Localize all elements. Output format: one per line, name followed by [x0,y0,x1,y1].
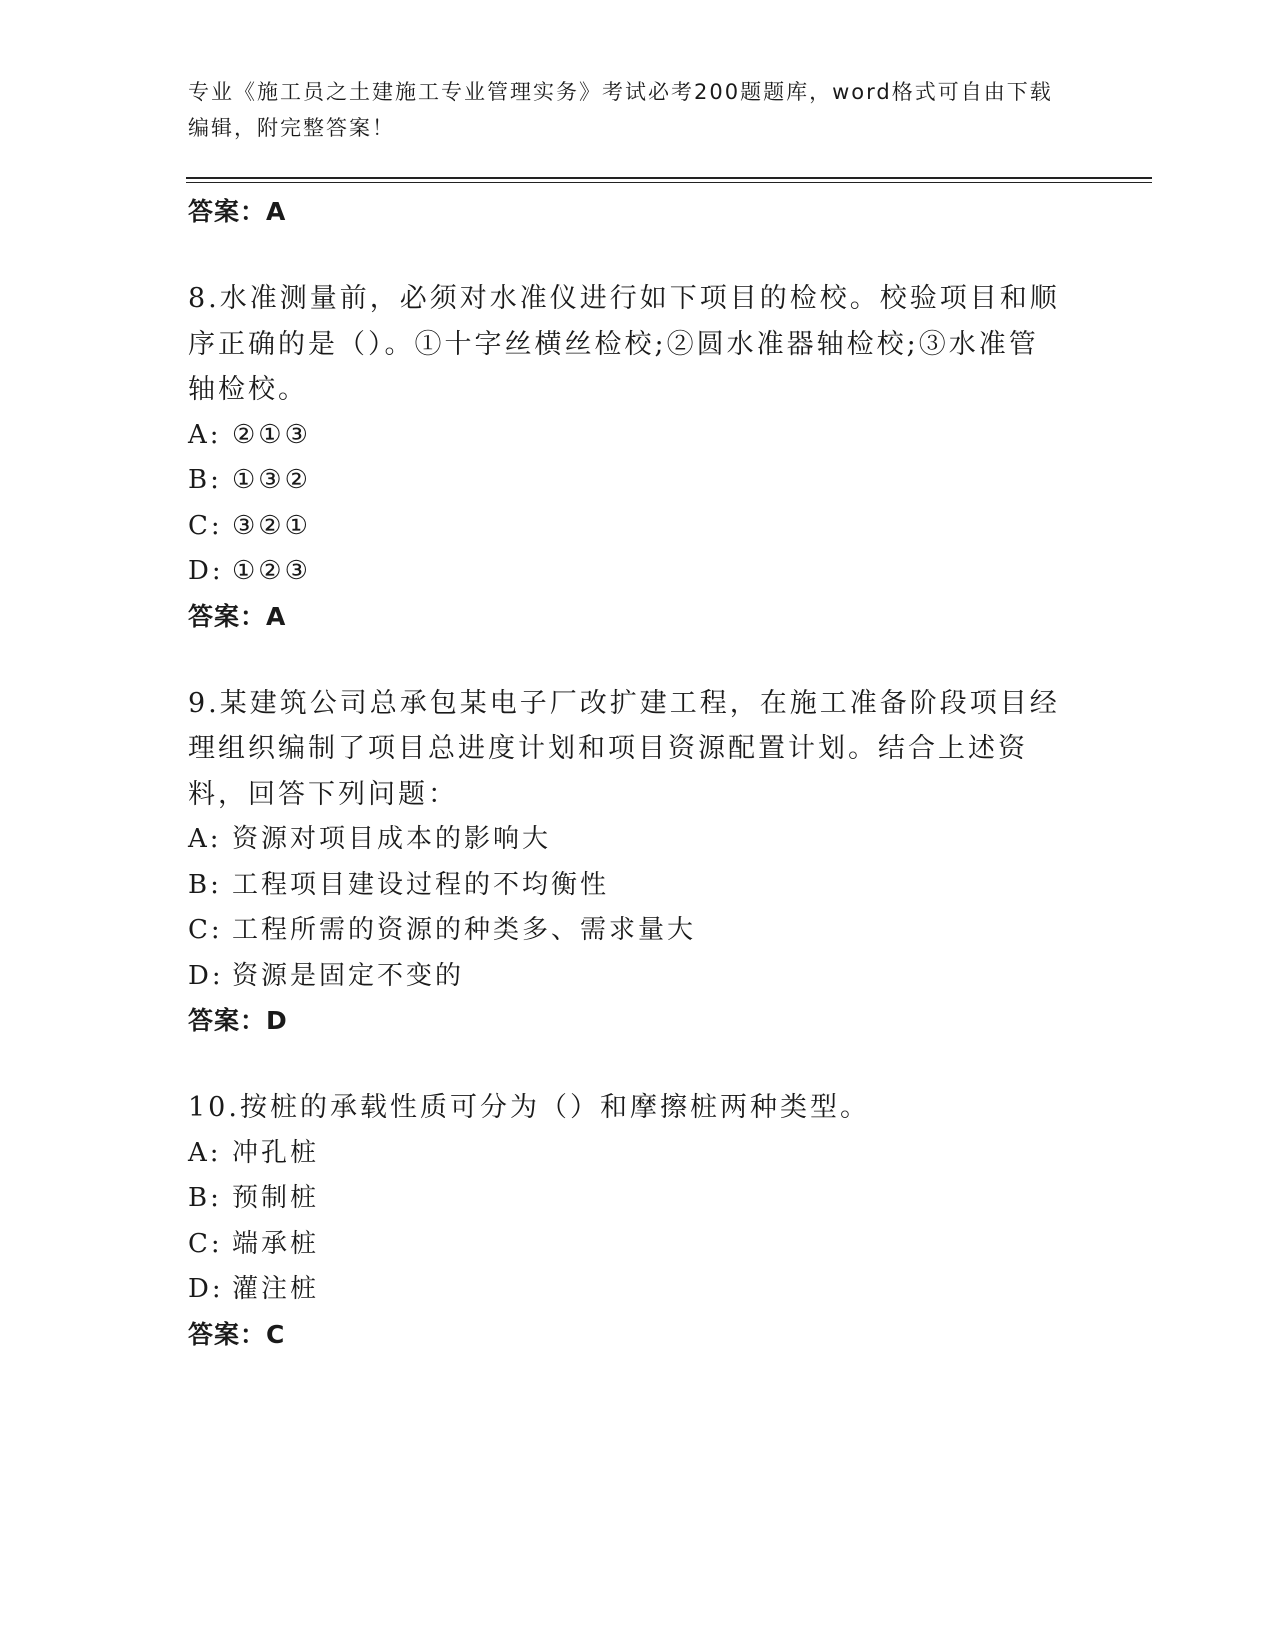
header-divider-thick [186,177,1152,179]
question-text: 水准测量前，必须对水准仪进行如下项目的检校。校验项目和顺序正确的是（）。①十字丝横丝检校;②圆水准器轴检校;③水准管轴检校。 [188,283,1060,405]
option-text: 预制桩 [232,1183,320,1213]
option-c [188,1222,1068,1268]
question-stem [188,1085,1068,1131]
answer-value: D [266,1006,288,1035]
question-number: 9. [188,687,220,719]
answer-label: 答案： [188,1006,267,1035]
answer-line [188,999,1068,1043]
option-a [188,817,1068,863]
answer-value: C [266,1319,286,1349]
question-9 [188,681,1068,1044]
option-text: 工程所需的资源的种类多、需求量大 [232,915,697,945]
option-letter: B: [188,465,222,495]
option-d [188,549,1068,595]
option-text: 资源是固定不变的 [232,960,465,991]
question-text: 按桩的承载性质可分为（）和摩擦桩两种类型。 [239,1092,870,1123]
question-10 [188,1085,1068,1357]
question-number: 8. [188,283,220,314]
option-b [188,458,1068,504]
answer-line [188,1313,1068,1357]
header-divider-thin [186,182,1152,183]
option-d [188,1267,1068,1313]
option-c [188,504,1068,550]
option-c [188,908,1068,954]
question-stem [188,681,1068,818]
option-letter: B: [188,869,222,900]
option-letter: A: [188,419,222,450]
option-text: 端承桩 [232,1228,320,1259]
option-letter: C: [188,510,223,541]
question-text: 某建筑公司总承包某电子厂改扩建工程，在施工准备阶段项目经理组织编制了项目总进度计划和项目资源配置计划。结合上述资料，回答下列问题： [188,687,1060,810]
answer-line [188,595,1068,639]
option-text: ①②③ [232,556,311,586]
option-letter: C: [188,915,223,945]
answer-value: A [266,601,287,631]
option-b [188,863,1068,909]
answer-value: A [266,197,287,226]
option-text: ②①③ [232,419,311,450]
document-content [188,190,1068,1357]
option-text: 灌注桩 [232,1274,320,1304]
option-letter: D: [188,1274,224,1304]
question-number: 10. [188,1092,240,1123]
question-stem [188,276,1068,413]
option-text: 资源对项目成本的影响大 [232,824,552,854]
option-letter: A: [188,824,222,854]
answer-label: 答案： [188,601,267,631]
option-a [188,1131,1068,1177]
answer-label: 答案： [188,197,267,226]
option-text: ①③② [232,465,311,495]
option-text: ③②① [232,510,311,541]
question-8 [188,276,1068,639]
option-letter: D: [188,960,224,991]
option-letter: A: [188,1137,222,1168]
answer-label: 答案： [188,1319,267,1349]
option-a [188,413,1068,459]
option-letter: B: [188,1183,222,1213]
option-b [188,1176,1068,1222]
option-text: 冲孔桩 [232,1137,320,1168]
option-letter: D: [188,556,224,586]
option-d [188,954,1068,1000]
option-letter: C: [188,1228,223,1259]
document-header: 专业《施工员之土建施工专业管理实务》考试必考200题题库，word格式可自由下载编辑，附完整答案！ [188,80,1053,140]
previous-answer [188,190,1068,234]
option-text: 工程项目建设过程的不均衡性 [232,869,610,900]
